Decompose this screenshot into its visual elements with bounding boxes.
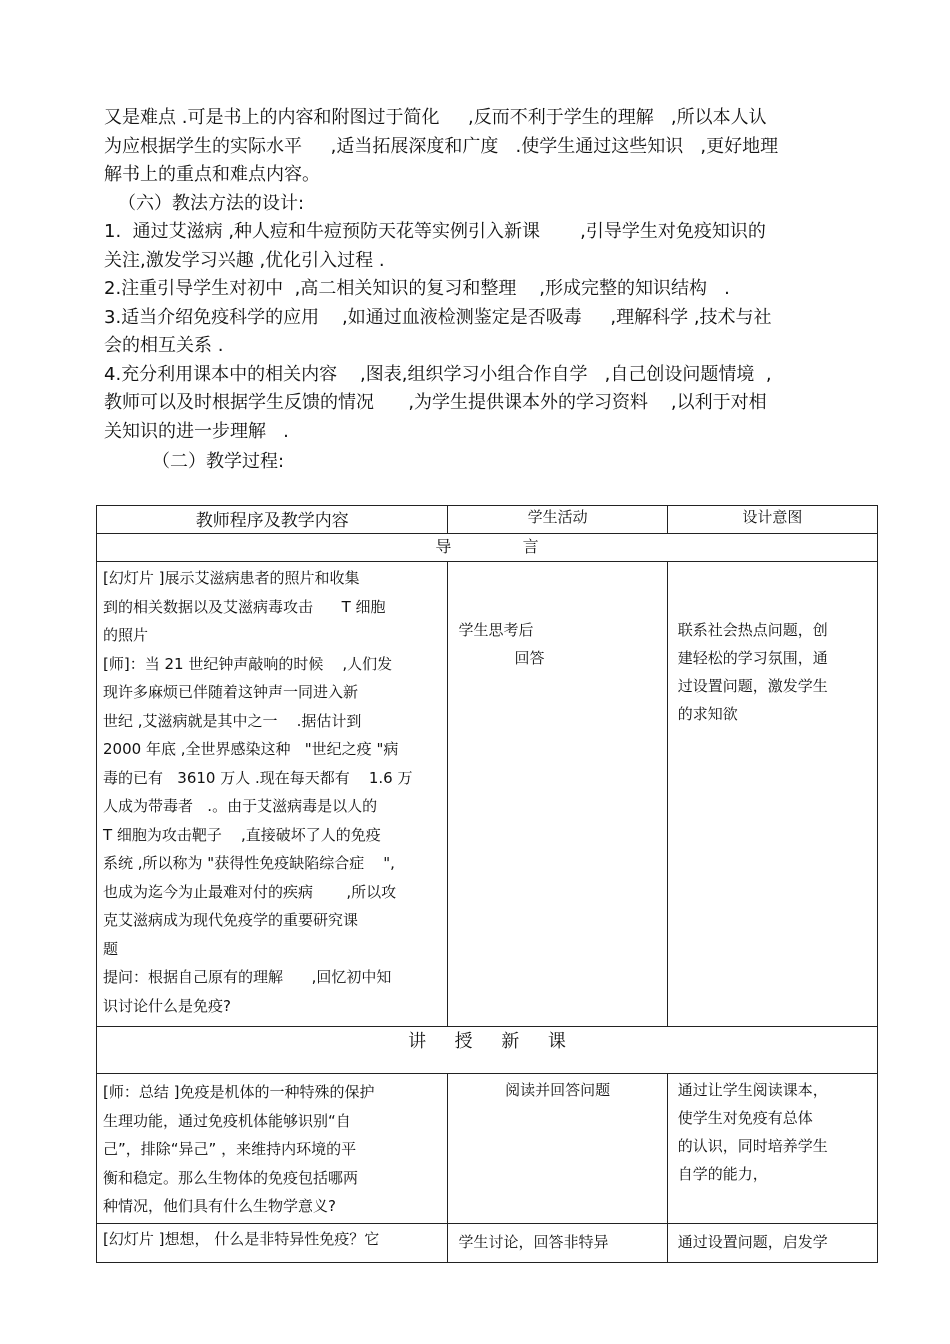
cell-line: 系统 ,所以称为 "获得性免疫缺陷综合症 ",	[103, 854, 395, 872]
cell-line: 学生思考后	[458, 621, 534, 639]
cell-line: [幻灯片 ]展示艾滋病患者的照片和收集	[103, 569, 360, 587]
cell-line: 自学的能力，	[677, 1165, 768, 1183]
cell-line: 回答	[514, 649, 545, 667]
student-cell	[448, 562, 667, 1027]
teacher-cell: [幻灯片 ]想想， 什么是非特异性免疫？它	[97, 1223, 448, 1262]
section-row-intro	[97, 534, 878, 562]
section-heading-process: （二）教学过程:	[152, 451, 285, 472]
cell-line: 克艾滋病成为现代免疫学的重要研究课	[103, 911, 359, 929]
table-row	[97, 562, 878, 1027]
method-item-4-cont: 关知识的进一步理解 .	[104, 420, 289, 442]
cell-line: 题	[103, 939, 119, 958]
lesson-table	[96, 505, 878, 1263]
cell-line: 联系社会热点问题，创	[677, 621, 828, 639]
cell-line: 毒的已有 3610 万人 .现在每天都有 1.6 万	[103, 768, 413, 787]
student-cell: 阅读并回答问题	[448, 1074, 667, 1224]
cell-line: 现许多麻烦已伴随着这钟声一同进入新	[103, 683, 359, 701]
header-intent: 设计意图	[667, 506, 877, 534]
section-title-intro: 导 言	[97, 534, 878, 562]
cell-line: 使学生对免疫有总体	[677, 1109, 813, 1127]
cell-line: 建轻松的学习氛围，通	[677, 649, 828, 667]
table-row	[97, 1223, 878, 1262]
cell-line: 的照片	[103, 626, 149, 644]
cell-line: 生理功能，通过免疫机体能够识别“自	[103, 1111, 351, 1130]
cell-line: 提问：根据自己原有的理解 ,回忆初中知	[103, 968, 392, 986]
section-title-new-lesson: 讲 授 新 课	[97, 1027, 878, 1074]
teacher-cell	[97, 562, 448, 1027]
intro-text	[104, 104, 844, 477]
method-item-3-cont: 会的相互关系 .	[104, 335, 224, 356]
cell-line: 己”，排除“异己” ，来维持内环境的平	[103, 1140, 357, 1158]
cell-line: [师]：当 21 世纪钟声敲响的时候 ,人们发	[103, 654, 393, 673]
intro-para-line: 解书上的重点和难点内容。	[104, 164, 320, 185]
teacher-cell	[97, 1074, 448, 1224]
intent-cell	[667, 1074, 877, 1224]
cell-line: 过设置问题，激发学生	[677, 677, 828, 695]
method-item-3: 3.适当介绍免疫科学的应用 ,如通过血液检测鉴定是否吸毒 ,理解科学 ,技术与社	[104, 306, 772, 328]
table-row	[97, 1074, 878, 1224]
cell-line: T 细胞为攻击靶子 ,直接破坏了人的免疫	[103, 825, 381, 844]
method-item-1: 1. 通过艾滋病 ,种人痘和牛痘预防天花等实例引入新课 ,引导学生对免疫知识的	[104, 221, 766, 242]
cell-line: 到的相关数据以及艾滋病毒攻击 T 细胞	[103, 597, 386, 616]
cell-line: 世纪 ,艾滋病就是其中之一 .据估计到	[103, 711, 362, 730]
cell-line: 种情况，他们具有什么生物学意义?	[103, 1197, 336, 1215]
cell-line: 2000 年底 ,全世界感染这种 "世纪之疫 "病	[103, 740, 399, 758]
student-cell: 学生讨论，回答非特异	[448, 1223, 667, 1262]
intent-cell	[667, 562, 877, 1027]
method-item-2: 2.注重引导学生对初中 ,高二相关知识的复习和整理 ,形成完整的知识结构 .	[104, 278, 730, 299]
cell-line: 衡和稳定。那么生物体的免疫包括哪两	[103, 1168, 359, 1187]
method-item-4-cont: 教师可以及时根据学生反馈的情况 ,为学生提供课本外的学习资料 ,以利于对相	[104, 392, 767, 413]
cell-line: 也成为迄今为止最难对付的疾病 ,所以攻	[103, 882, 397, 901]
intro-para-line: 又是难点 .可是书上的内容和附图过于简化 ,反而不利于学生的理解 ,所以本人认	[104, 107, 767, 128]
intro-para-line: 为应根据学生的实际水平 ,适当拓展深度和广度 .使学生通过这些知识 ,更好地理	[104, 135, 779, 157]
header-student: 学生活动	[448, 506, 667, 534]
section-row-new-lesson	[97, 1027, 878, 1074]
table-header-row	[97, 506, 878, 534]
method-item-1-cont: 关注,激发学习兴趣 ,优化引入过程 .	[104, 249, 385, 271]
cell-line: 识讨论什么是免疫?	[103, 996, 231, 1015]
cell-line: 的求知欲	[677, 705, 738, 723]
header-teacher: 教师程序及教学内容	[97, 506, 448, 534]
method-item-4: 4.充分利用课本中的相关内容 ,图表,组织学习小组合作自学 ,自己创设问题情境 ,	[104, 363, 772, 385]
cell-line: 通过让学生阅读课本，	[677, 1081, 828, 1099]
cell-line: 人成为带毒者 .。由于艾滋病毒是以人的	[103, 797, 378, 815]
intent-cell: 通过设置问题，启发学	[667, 1223, 877, 1262]
cell-line: 的认识，同时培养学生	[677, 1137, 828, 1155]
section-heading-methods: （六）教法方法的设计:	[118, 192, 305, 214]
cell-line: [师：总结 ]免疫是机体的一种特殊的保护	[103, 1083, 375, 1101]
